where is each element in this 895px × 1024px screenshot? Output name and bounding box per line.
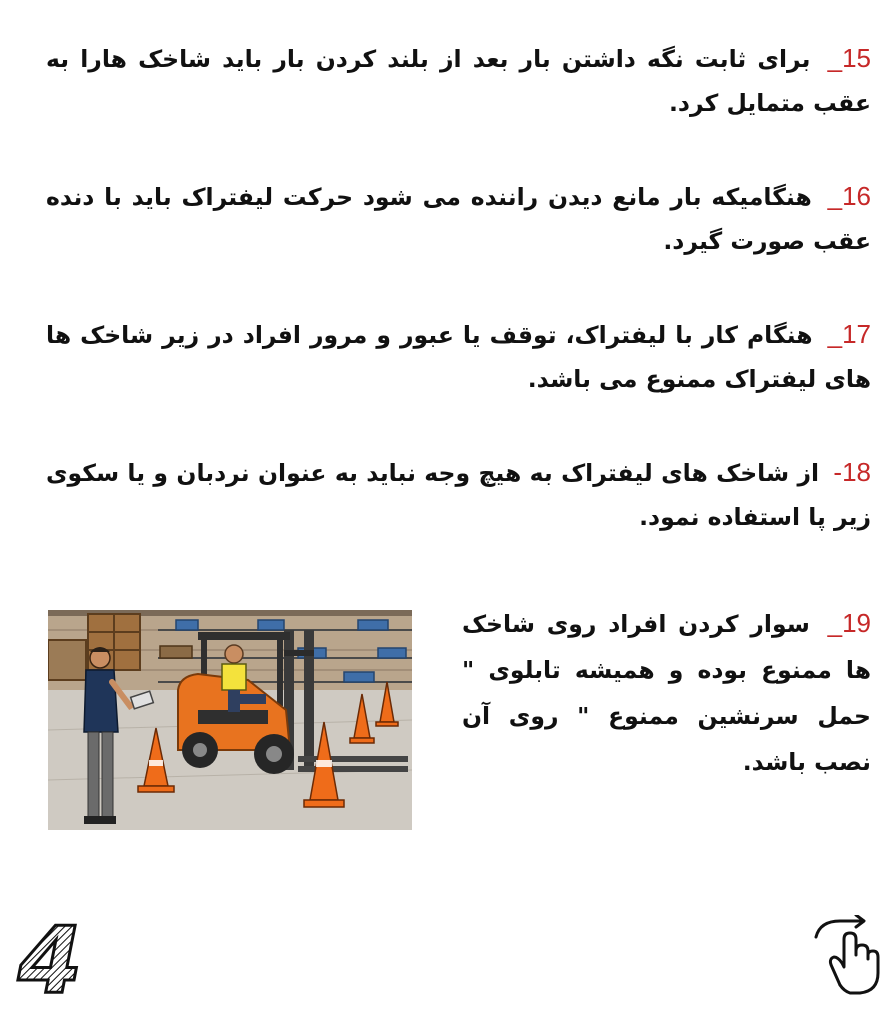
rule-number: 15_ — [827, 43, 871, 73]
rule-item-15 — [46, 36, 871, 125]
rule-number: 18- — [833, 457, 871, 487]
rule-text: هنگامیکه بار مانع دیدن راننده می شود حرکت لیفتراک باید با دنده عقب صورت گیرد. — [46, 183, 871, 255]
rule-number: 16_ — [827, 181, 872, 211]
forklift-warehouse-illustration — [48, 610, 412, 830]
page-number-glyph — [16, 918, 86, 1000]
rule-item-17 — [46, 312, 871, 401]
rule-item-19 — [462, 600, 871, 785]
rule-item-16 — [46, 174, 871, 263]
page-number — [16, 918, 86, 1000]
illustration-svg — [48, 610, 412, 830]
rule-item-18 — [46, 450, 871, 539]
rule-text: سوار کردن افراد روی شاخک ها ممنوع بوده و همیشه تابلوی " حمل سرنشین ممنوع " روی آن نصب باشد. — [462, 610, 871, 776]
rule-number: 17_ — [827, 319, 871, 349]
hand-swipe-icon[interactable] — [810, 915, 882, 995]
hand-swipe-svg — [810, 915, 882, 995]
rule-text: برای ثابت نگه داشتن بار بعد از بلند کردن بار باید شاخک هارا به عقب متمایل کرد. — [46, 45, 871, 117]
page-number-text: 4 — [18, 918, 83, 1000]
rule-text: از شاخک های لیفتراک به هیچ وجه نباید به عنوان نردبان و یا سکوی زیر پا استفاده نمود. — [46, 459, 871, 531]
rule-number: 19_ — [827, 608, 872, 638]
rule-text: هنگام کار با لیفتراک، توقف یا عبور و مرور افراد در زیر شاخک ها های لیفتراک ممنوع می باشد. — [46, 321, 871, 393]
